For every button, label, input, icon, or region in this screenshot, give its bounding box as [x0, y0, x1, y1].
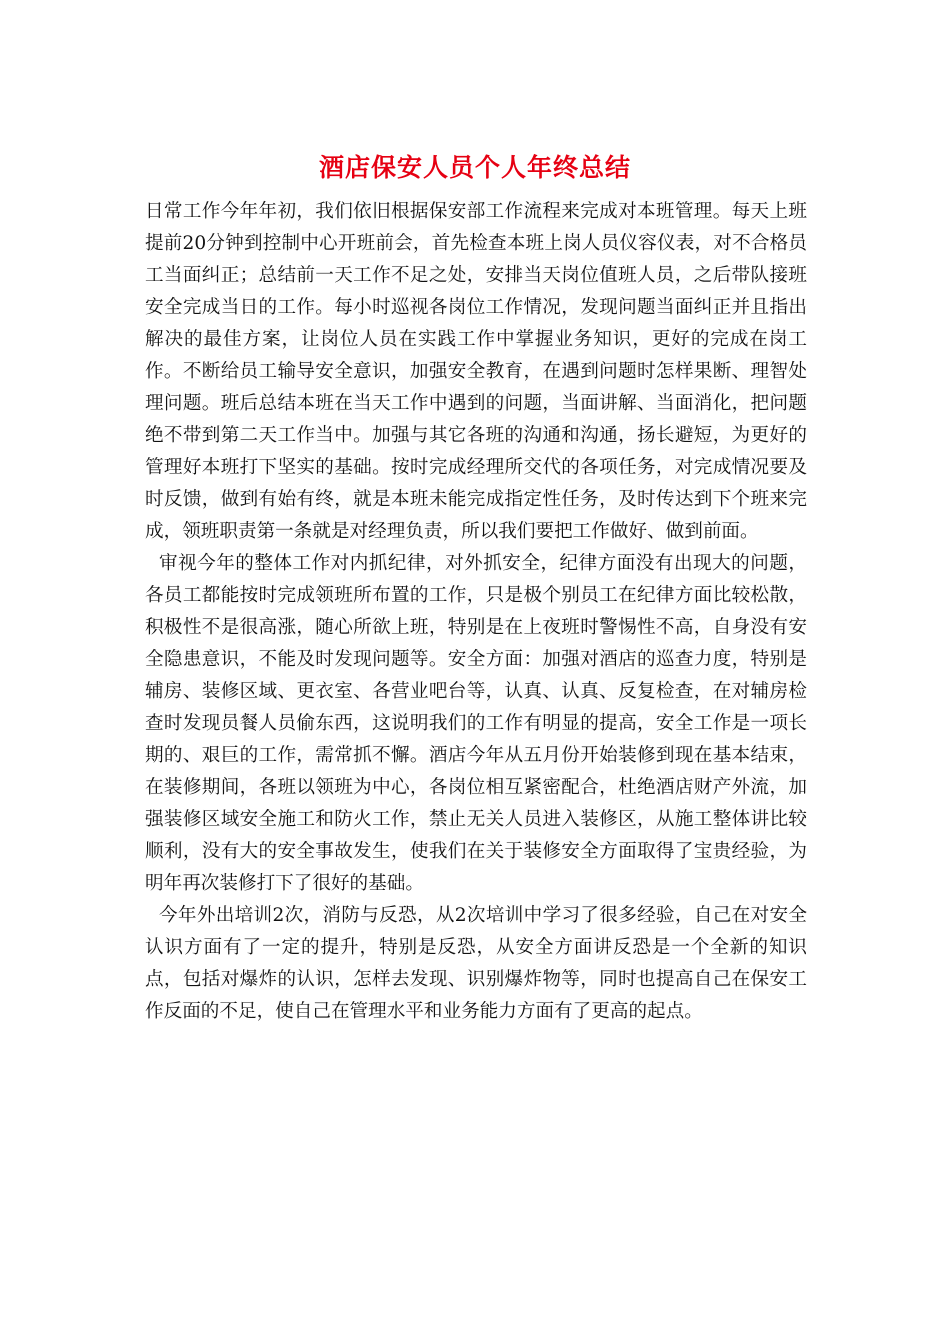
paragraph-annual-review: 审视今年的整体工作对内抓纪律，对外抓安全，纪律方面没有出现大的问题，各员工都能按时完成领班所布置的工作，只是极个别员工在纪律方面比较松散，积极性不是很高涨，随心所欲上班，特别是在上夜班时警惕性不高，自身没有安全隐患意识，不能及时发现问题等。安全方面：加强对酒店的巡查力度，特别是辅房、装修区域、更衣室、各营业吧台等，认真、认真、反复检查，在对辅房检查时发现员餐人员偷东西，这说明我们的工作有明显的提高，安全工作是一项长期的、艰巨的工作，需常抓不懈。酒店今年从五月份开始装修到现在基本结束，在装修期间，各班以领班为中心，各岗位相互紧密配合，杜绝酒店财产外流，加强装修区域安全施工和防火工作，禁止无关人员进入装修区，从施工整体讲比较顺利，没有大的安全事故发生，使我们在关于装修安全方面取得了宝贵经验，为明年再次装修打下了很好的基础。: [145, 553, 807, 894]
paragraph-training: 今年外出培训2次，消防与反恐，从2次培训中学习了很多经验，自己在对安全认识方面有了一定的提升，特别是反恐，从安全方面讲反恐是一个全新的知识点，包括对爆炸的认识，怎样去发现、识别爆炸物等，同时也提高自己在保安工作反面的不足，使自己在管理水平和业务能力方面有了更高的起点。: [145, 905, 807, 1022]
document-body: [145, 196, 807, 1028]
paragraph-daily-work: 日常工作今年年初，我们依旧根据保安部工作流程来完成对本班管理。每天上班提前20分钟到控制中心开班前会，首先检查本班上岗人员仪容仪表，对不合格员工当面纠正；总结前一天工作不足之处，安排当天岗位值班人员，之后带队接班安全完成当日的工作。每小时巡视各岗位工作情况，发现问题当面纠正并且指出解决的最佳方案，让岗位人员在实践工作中掌握业务知识，更好的完成在岗工作。不断给员工输导安全意识，加强安全教育，在遇到问题时怎样果断、理智处理问题。班后总结本班在当天工作中遇到的问题，当面讲解、当面消化，把问题绝不带到第二天工作当中。加强与其它各班的沟通和沟通，扬长避短，为更好的管理好本班打下坚实的基础。按时完成经理所交代的各项任务，对完成情况要及时反馈，做到有始有终，就是本班未能完成指定性任务，及时传达到下个班来完成，领班职责第一条就是对经理负责，所以我们要把工作做好、做到前面。: [145, 201, 807, 542]
document-title: 酒店保安人员个人年终总结: [318, 153, 631, 182]
